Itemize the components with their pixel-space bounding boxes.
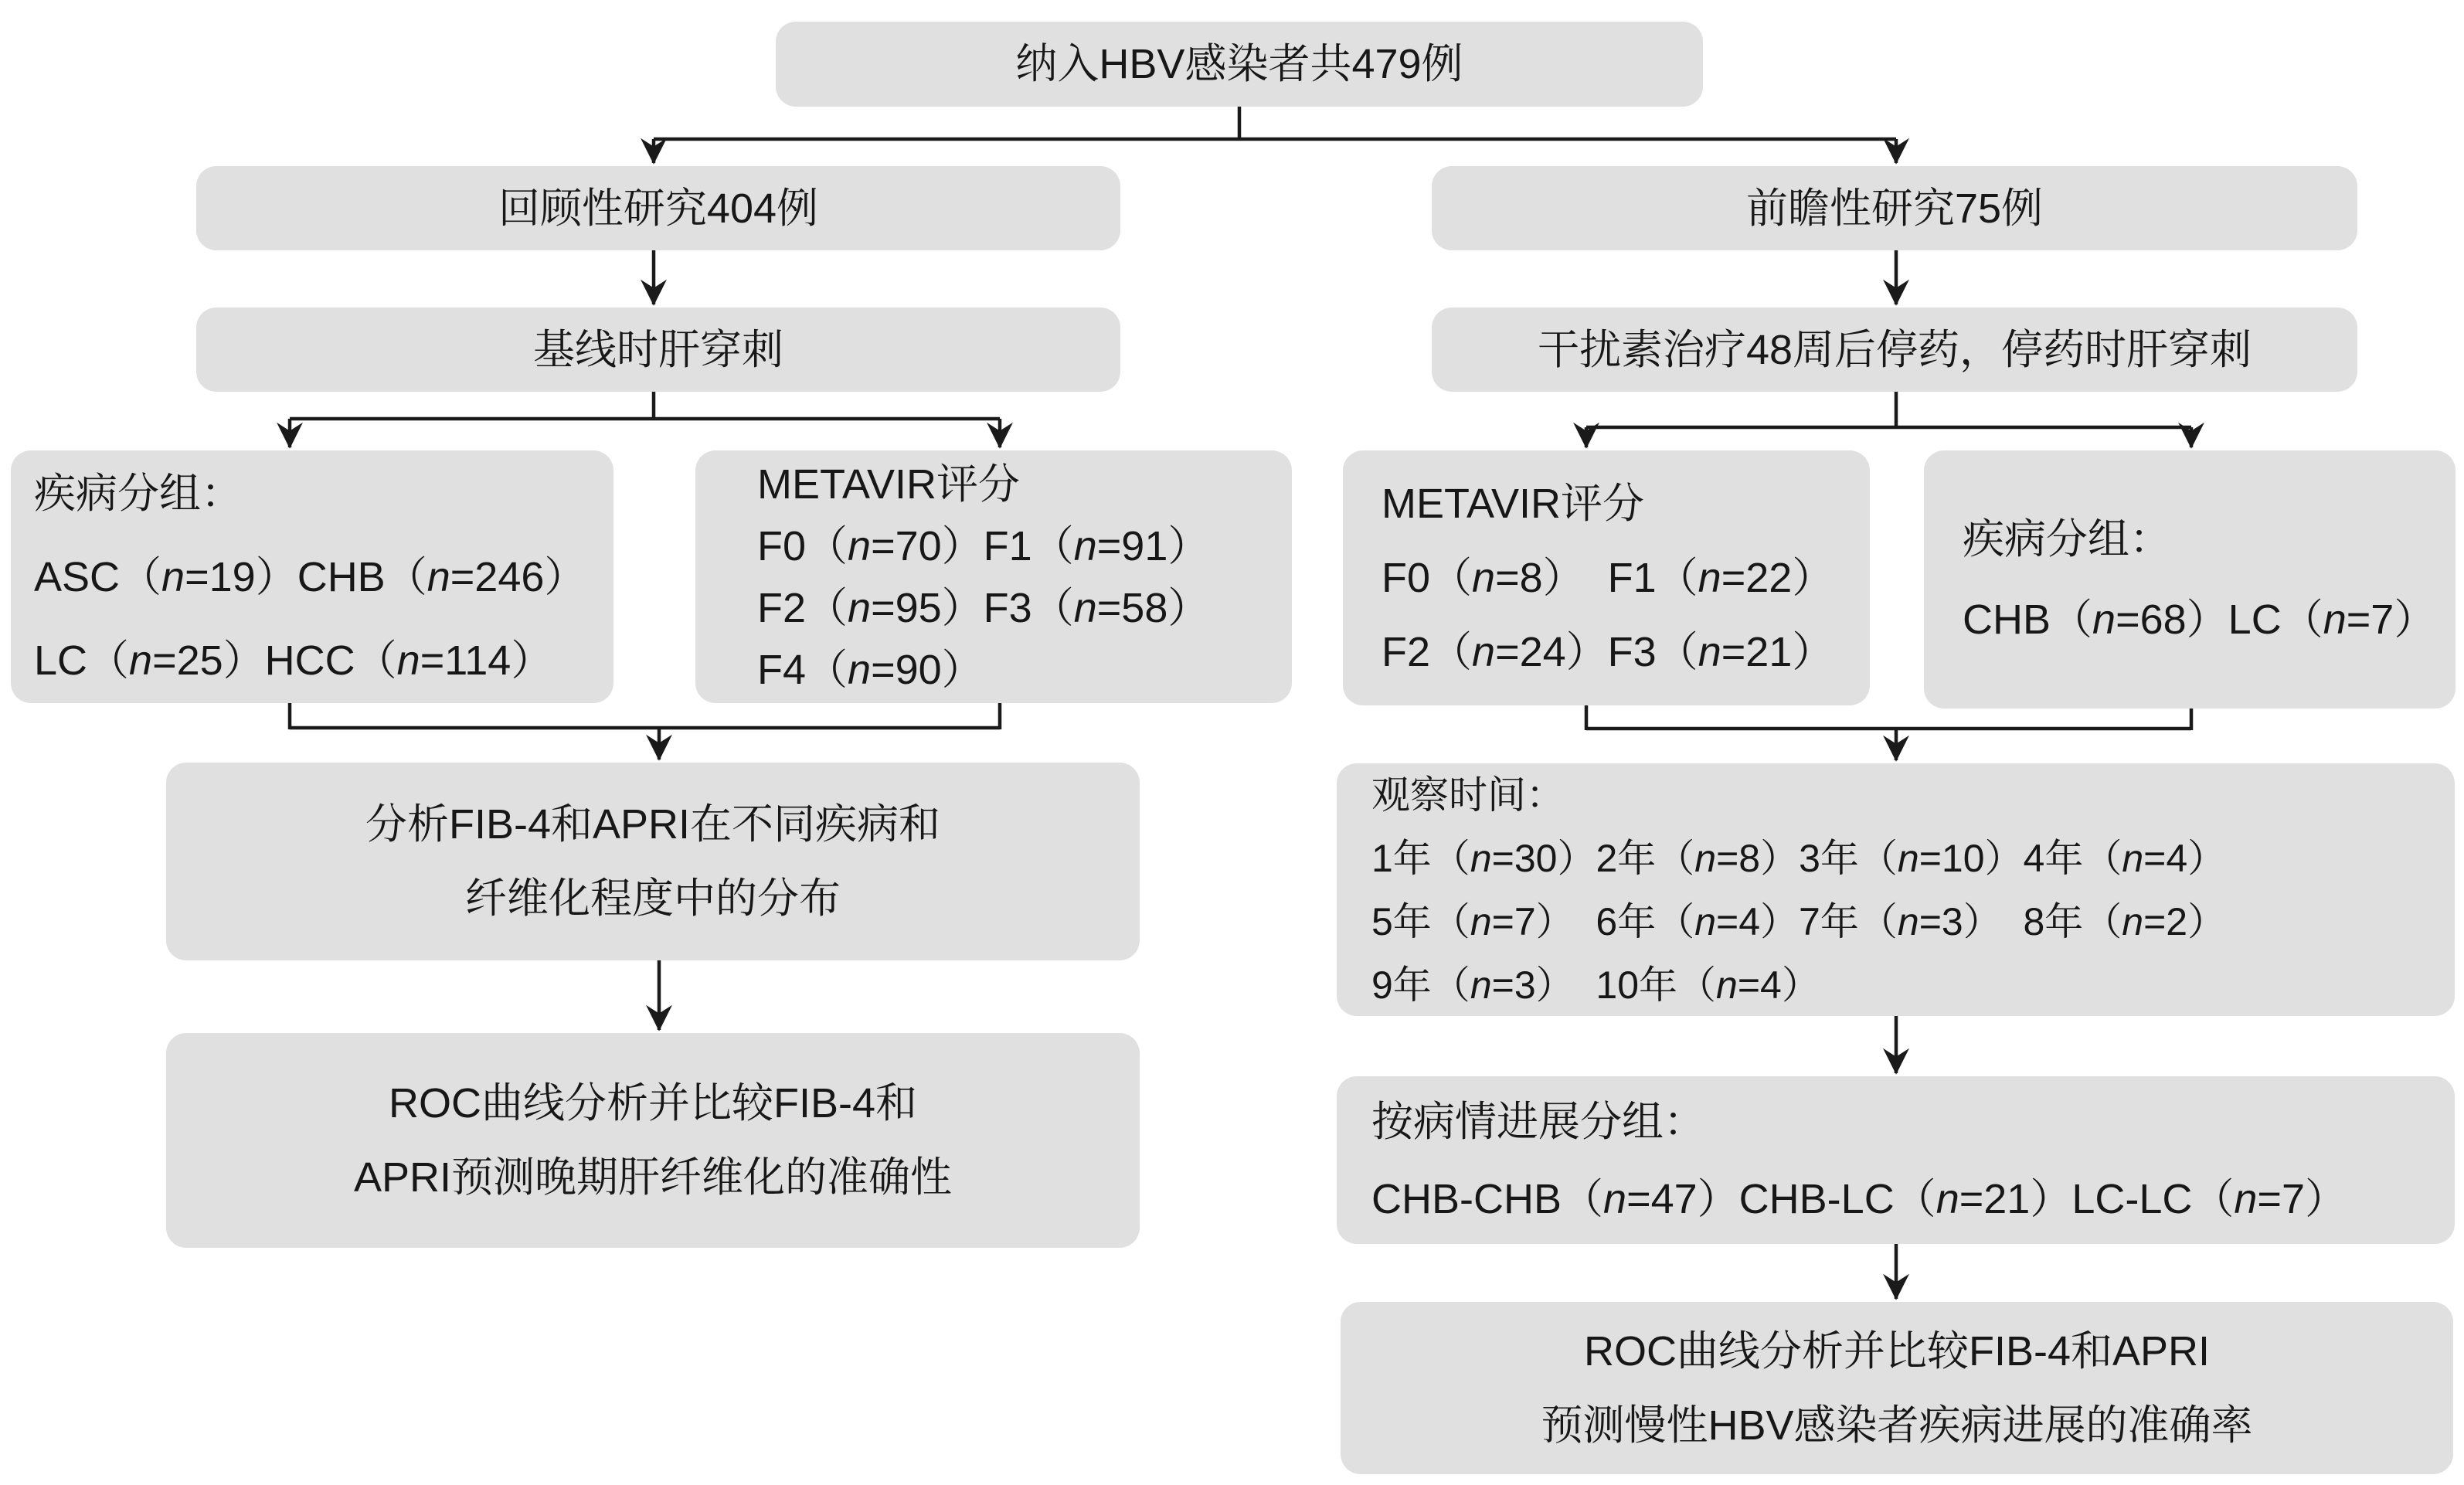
node-line: ASC（n=19）CHB（n=246） [34,553,586,600]
node-line: CHB-CHB（n=47）CHB-LC（n=21）LC-LC（n=7） [1371,1175,2347,1222]
node-line: APRI预测晚期肝纤维化的准确性 [353,1154,953,1201]
node-prospective [1432,166,2357,250]
node-prospective-text: 前瞻性研究75例 [1745,185,2044,232]
node-line: LC（n=25）HCC（n=114） [34,637,553,684]
node-retro-metavir [695,450,1292,703]
node-line: 1年（n=30）2年（n=8）3年（n=10）4年（n=4） [1371,836,2227,880]
node-line: F4（n=90） [757,646,984,693]
node-line: 9年（n=3） 10年（n=4） [1371,963,1820,1007]
node-baseline-biopsy-text: 基线时肝穿刺 [533,326,783,373]
node-line: METAVIR评分 [757,460,1021,508]
node-line: 纤维化程度中的分布 [465,875,841,922]
node-line: 按病情进展分组： [1371,1098,1705,1145]
node-line: 分析FIB-4和APRI在不同疾病和 [365,801,941,848]
node-roc-progression [1341,1302,2453,1474]
node-analysis-distribution [166,763,1140,960]
node-line: F2（n=24）F3（n=21） [1382,629,1834,675]
node-progression-groups [1337,1076,2455,1244]
node-line: F0（n=8） F1（n=22） [1382,555,1834,601]
node-line: 疾病分组： [1963,516,2171,562]
node-line: 观察时间： [1371,773,1565,817]
node-line: ROC曲线分析并比较FIB-4和 [388,1080,918,1126]
node-line: F2（n=95）F3（n=58） [757,584,1210,631]
node-line: ROC曲线分析并比较FIB-4和APRI [1583,1327,2211,1375]
node-retrospective [196,166,1120,250]
node-line: 预测慢性HBV感染者疾病进展的准确率 [1541,1402,2253,1449]
node-interferon [1432,308,2357,392]
node-retrospective-text: 回顾性研究404例 [498,185,819,232]
node-prosp-disease-groups [1924,450,2456,709]
node-baseline-biopsy [196,308,1120,392]
node-line: 疾病分组： [34,470,243,517]
node-enrolled [776,22,1703,107]
node-observation-time [1337,763,2455,1016]
node-prosp-metavir [1343,450,1870,705]
node-line: 5年（n=7） 6年（n=4）7年（n=3） 8年（n=2） [1371,899,2227,943]
node-roc-fibrosis [166,1033,1140,1248]
node-line: CHB（n=68）LC（n=7） [1963,596,2436,643]
node-line: F0（n=70）F1（n=91） [757,522,1210,569]
node-enrolled-text: 纳入HBV感染者共479例 [1015,41,1463,87]
node-line: METAVIR评分 [1382,481,1645,527]
node-retro-disease-groups [11,450,613,703]
node-interferon-text: 干扰素治疗48周后停药，停药时肝穿刺 [1537,326,2252,373]
